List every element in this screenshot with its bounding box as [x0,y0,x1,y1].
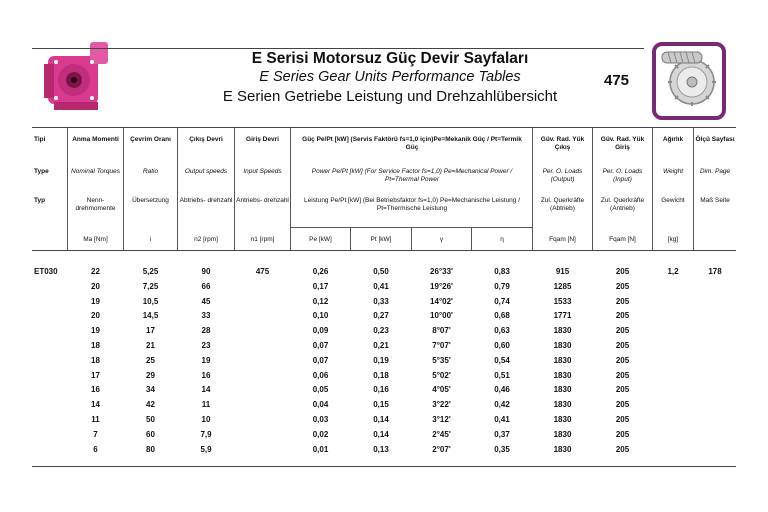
header-power-en: Power Pe/Pt [kW] (For Service Factor fs=1,0) Pe=Mechanical Power / Pt=Thermal Power [311,168,513,183]
cell-pe: 0,17 [312,281,329,291]
cell-eta: 0,37 [494,429,510,439]
cell-gamma: 5°35' [432,355,451,365]
header-rule [32,48,644,49]
cell-output-load: 915 [555,267,570,276]
cell-input-load: 205 [615,355,630,365]
cell-pe: 0,07 [312,355,329,365]
unit-input-load: Fqam [N] [609,236,636,243]
cell-pt: 0,50 [373,267,389,276]
cell-ratio: 7,25 [142,281,159,291]
cell-input-load: 205 [615,444,630,454]
cell-torque: 7 [93,429,98,439]
header-weight-en: Weight [662,168,684,175]
cell-output-load: 1285 [553,281,572,291]
cell-pe: 0,05 [312,385,329,395]
unit-pe: Pe [kW] [309,236,332,243]
unit-pt: Pt [kW] [370,236,392,243]
column-divider [290,127,291,250]
cell-gamma: 19°26' [430,281,453,291]
header-ratio-tr: Çevrim Oranı [130,136,171,143]
cell-input-load: 205 [615,429,630,439]
weight-value: 1,2 [667,267,679,276]
cell-gamma: 2°07' [432,444,451,454]
title-english: E Series Gear Units Performance Tables [259,69,521,85]
unit-output-load: Fqam [N] [549,236,576,243]
cell-pt: 0,15 [373,400,389,410]
cell-eta: 0,63 [494,326,510,336]
cell-output-load: 1830 [553,341,572,350]
unit-torque: Ma [Nm] [83,236,108,243]
cell-gamma: 2°45' [432,429,451,439]
cell-ratio: 25 [146,355,155,365]
cell-input-load: 205 [615,385,630,395]
column-divider [177,127,178,250]
cell-output-load: 1830 [553,444,572,454]
header-dim-page-de: Maß Seite [700,197,730,204]
cell-output-load: 1830 [553,415,572,424]
column-divider [693,127,694,250]
cell-torque: 20 [91,311,100,321]
column-divider [67,127,68,250]
header-input-speed-de: Antriebs- drehzahl [236,197,289,204]
cell-pe: 0,10 [312,311,329,321]
table-bottom-rule [32,466,736,467]
header-output-load-tr: Güv. Rad. Yük Çıkış [540,136,585,151]
cell-torque: 22 [91,267,100,276]
header-input-speed-tr: Giriş Devri [246,136,279,143]
column-divider [652,127,653,250]
header-weight-de: Gewicht [661,197,685,204]
header-output-load-de: Zul. Querkräfte (Abtrieb) [540,197,585,212]
cell-eta: 0,42 [494,400,510,410]
cell-gamma: 8°07' [432,326,451,336]
cell-pt: 0,19 [373,355,389,365]
title-turkish: E Serisi Motorsuz Güç Devir Sayfaları [251,50,529,67]
cell-input-load: 205 [615,296,630,306]
cell-output-speed: 33 [201,311,211,321]
cell-output-speed: 14 [201,385,211,395]
header-output-speed-tr: Çıkış Devri [189,136,223,143]
cell-gamma: 7°07' [432,341,451,350]
cell-gamma: 4°05' [432,385,451,395]
cell-ratio: 21 [146,341,155,350]
header-torque-tr: Anma Momenti [72,136,119,143]
cell-ratio: 17 [146,326,155,336]
cell-torque: 18 [91,355,100,365]
cell-eta: 0,35 [494,444,510,454]
cell-pt: 0,16 [373,385,389,395]
header-torque-de: Nenn- drehmomente [75,197,116,212]
cell-pt: 0,14 [373,429,389,439]
cell-ratio: 60 [146,429,155,439]
cell-output-speed: 45 [201,296,211,306]
cell-pt: 0,41 [373,281,389,291]
unit-output-speed: n2 [rpm] [194,236,218,243]
cell-input-load: 205 [615,341,630,350]
cell-eta: 0,74 [494,296,510,306]
cell-pe: 0,06 [312,370,329,380]
header-dim-page-tr: Ölçü Sayfası [695,136,735,143]
title-german: E Serien Getriebe Leistung und Drehzahlübersicht [222,88,558,105]
cell-torque: 17 [91,370,100,380]
cell-output-speed: 11 [201,400,211,410]
cell-output-load: 1830 [553,429,572,439]
cell-ratio: 14,5 [142,311,159,321]
title-block [180,50,600,106]
header-torque-en: Nominal Torques [71,168,120,175]
cell-input-load: 205 [615,326,630,336]
cell-gamma: 10°00' [430,311,453,321]
unit-weight: [kg] [667,236,679,243]
cell-pt: 0,27 [373,311,389,321]
cell-output-load: 1830 [553,400,572,410]
cell-input-load: 205 [615,400,630,410]
header-type-de: Typ [34,197,46,204]
header-weight-tr: Ağırlık [662,136,684,143]
cell-pt: 0,18 [373,370,389,380]
cell-output-speed: 28 [201,326,211,336]
cell-pt: 0,14 [373,415,389,424]
gearbox-product-image [34,34,118,118]
cell-input-load: 205 [615,311,630,321]
table-header-separator [32,250,736,251]
header-ratio-en: Ratio [142,168,159,175]
cell-output-load: 1830 [553,326,572,336]
cell-pe: 0,03 [312,415,329,424]
cell-torque: 11 [91,415,100,424]
header-dim-page-en: Dim. Page [699,168,731,175]
column-divider [123,127,124,250]
cell-output-load: 1830 [553,385,572,395]
cell-torque: 6 [93,444,98,454]
cell-pt: 0,33 [373,296,389,306]
cell-pt: 0,21 [373,341,389,350]
column-divider [234,127,235,250]
cell-eta: 0,60 [494,341,510,350]
cell-pe: 0,09 [312,326,329,336]
cell-pt: 0,23 [373,326,389,336]
cell-output-speed: 5,9 [200,444,212,454]
worm-gear-icon [656,46,722,116]
header-type-tr: Tipi [34,136,46,143]
unit-ratio: i [149,236,152,243]
cell-gamma: 14°02' [430,296,453,306]
model-code: ET030 [34,267,58,276]
page-number: 475 [604,72,630,89]
header-input-load-de: Zul. Querkräfte (Antrieb) [600,197,645,212]
cell-output-speed: 7,9 [200,429,212,439]
table-top-rule [32,127,736,128]
header-output-speed-de: Abtriebs- drehzahl [179,197,233,204]
dim-page-value: 178 [708,267,722,276]
cell-pe: 0,26 [312,267,329,276]
header-input-load-en: Per. O. Loads (Input) [602,168,643,183]
cell-output-speed: 16 [201,370,211,380]
cell-output-speed: 19 [201,355,211,365]
header-input-speed-en: Input Speeds [243,168,282,175]
cell-output-load: 1533 [553,296,572,306]
cell-input-load: 205 [615,281,630,291]
cell-eta: 0,51 [494,370,510,380]
header-type-en: Type [34,168,49,175]
cell-pe: 0,07 [312,341,329,350]
cell-output-speed: 66 [201,281,211,291]
cell-pe: 0,04 [312,400,329,410]
cell-pe: 0,02 [312,429,329,439]
cell-torque: 20 [91,281,100,291]
cell-eta: 0,46 [494,385,510,395]
cell-output-speed: 10 [201,415,211,424]
cell-input-load: 205 [615,267,630,276]
header-power-de: Leistung Pe/Pt [kW] (Bei Betriebsfaktor fs=1,0) Pe=Mechanische Leistung / Pt=Thermische Leistung [303,197,521,212]
gear-thumbnail-frame [652,42,726,120]
header-ratio-de: Übersetzung [132,197,169,204]
cell-ratio: 34 [146,385,155,395]
unit-gamma: γ [439,236,444,243]
cell-eta: 0,79 [494,281,510,291]
cell-output-load: 1771 [553,311,572,321]
cell-output-load: 1830 [553,355,572,365]
cell-ratio: 50 [146,415,155,424]
cell-gamma: 5°02' [432,370,451,380]
cell-torque: 19 [91,326,100,336]
cell-eta: 0,54 [494,355,510,365]
header-input-load-tr: Güv. Rad. Yük Giriş [600,136,645,151]
header-output-load-en: Per. O. Loads (Output) [542,168,583,183]
cell-eta: 0,83 [494,267,510,276]
cell-gamma: 26°33' [430,267,453,276]
cell-ratio: 29 [146,370,155,380]
cell-input-load: 205 [615,370,630,380]
cell-torque: 18 [91,341,100,350]
cell-output-speed: 23 [201,341,211,350]
cell-ratio: 5,25 [142,267,159,276]
cell-torque: 16 [91,385,100,395]
cell-gamma: 3°22' [432,400,451,410]
unit-eta: η [500,236,504,243]
cell-eta: 0,68 [494,311,510,321]
unit-input-speed: n1 [rpm] [250,236,275,243]
cell-ratio: 10,5 [142,296,159,306]
cell-output-speed: 90 [201,267,211,276]
cell-torque: 19 [91,296,100,306]
header-output-speed-en: Output speeds [184,168,228,175]
input-speed-value: 475 [255,267,270,276]
cell-torque: 14 [91,400,100,410]
header-power-tr: Güç Pe/Pt [kW] (Servis Faktörü fs=1,0 için)Pe=Mekanik Güç / Pt=Termik Güç [302,136,522,151]
cell-ratio: 42 [146,400,155,410]
cell-pe: 0,12 [312,296,329,306]
cell-gamma: 3°12' [432,415,451,424]
cell-pt: 0,13 [373,444,389,454]
cell-input-load: 205 [615,415,630,424]
cell-ratio: 80 [146,444,155,454]
cell-eta: 0,41 [494,415,510,424]
cell-pe: 0,01 [312,444,329,454]
cell-output-load: 1830 [553,370,572,380]
